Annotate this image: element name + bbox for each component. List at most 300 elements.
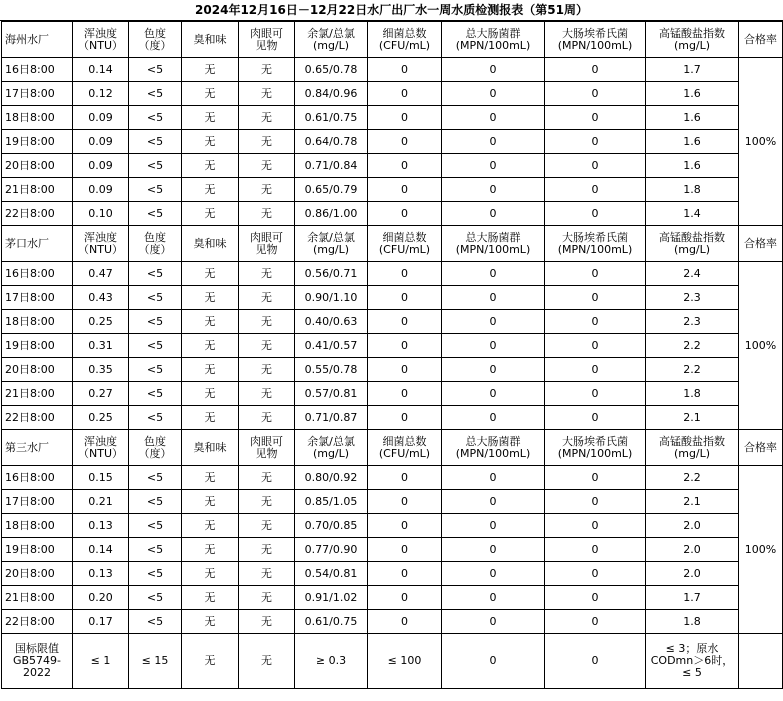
permanganate-cell: 2.4: [646, 262, 739, 286]
coliform-cell: 0: [442, 610, 545, 634]
table-row: [2, 262, 783, 286]
turbidity-header-line: 浑浊度: [84, 230, 117, 244]
odor-cell: 无: [182, 514, 239, 538]
ecoli-cell: 0: [545, 334, 646, 358]
permanganate-header-line: 高锰酸盐指数: [659, 26, 725, 40]
permanganate-header: [646, 430, 739, 466]
bacteria-cell: 0: [368, 262, 442, 286]
visible-header-line: 见物: [255, 242, 278, 256]
visible-cell: 无: [239, 610, 295, 634]
coliform-cell: 0: [442, 538, 545, 562]
coliform-cell: 0: [442, 154, 545, 178]
color-cell: <5: [129, 466, 182, 490]
ecoli-cell: 0: [545, 310, 646, 334]
ecoli-cell: 0: [545, 58, 646, 82]
visible-cell: 无: [239, 58, 295, 82]
table-row: [2, 586, 783, 610]
turbidity-cell: 0.13: [73, 514, 129, 538]
bacteria-header: [368, 22, 442, 58]
visible-cell: 无: [239, 202, 295, 226]
ecoli-cell: 0: [545, 82, 646, 106]
color-cell: <5: [129, 610, 182, 634]
bacteria-header-line: (CFU/mL): [378, 38, 431, 52]
chlorine-header-line: (mg/L): [312, 446, 350, 460]
table-row: [2, 382, 783, 406]
chlorine-cell: 0.77/0.90: [295, 538, 368, 562]
turbidity-cell: 0.17: [73, 610, 129, 634]
color-header-line: 色度: [144, 230, 166, 244]
permanganate-cell: 2.2: [646, 466, 739, 490]
turbidity-cell: 0.09: [73, 154, 129, 178]
color-cell: <5: [129, 562, 182, 586]
bacteria-header-line: 细菌总数: [382, 230, 427, 244]
turbidity-header: [73, 226, 129, 262]
chlorine-cell: 0.61/0.75: [295, 610, 368, 634]
ecoli-cell: 0: [545, 202, 646, 226]
bacteria-cell: 0: [368, 58, 442, 82]
bacteria-header-line: 细菌总数: [382, 434, 427, 448]
turbidity-cell: 0.43: [73, 286, 129, 310]
chlorine-cell: 0.80/0.92: [295, 466, 368, 490]
coliform-cell: 0: [442, 130, 545, 154]
time-cell: 16日8:00: [2, 466, 73, 490]
visible-cell: 无: [239, 82, 295, 106]
visible-cell: 无: [239, 106, 295, 130]
bacteria-cell: 0: [368, 130, 442, 154]
coliform-header: [442, 22, 545, 58]
odor-cell: 无: [182, 538, 239, 562]
coliform-cell: 0: [442, 334, 545, 358]
chlorine-cell: 0.56/0.71: [295, 262, 368, 286]
plant-name: 海州水厂: [2, 22, 73, 58]
ecoli-cell: 0: [545, 610, 646, 634]
chlorine-cell: 0.84/0.96: [295, 82, 368, 106]
visible-header: [239, 226, 295, 262]
visible-header: [239, 22, 295, 58]
coliform-cell: 0: [442, 82, 545, 106]
table-row: [2, 106, 783, 130]
table-row: [2, 514, 783, 538]
coliform-cell: 0: [442, 586, 545, 610]
visible-header-line: 见物: [255, 38, 278, 52]
pass-rate-header: 合格率: [739, 22, 783, 58]
color-cell: <5: [129, 382, 182, 406]
color-cell: <5: [129, 106, 182, 130]
limit-label-line: GB5749-: [12, 654, 62, 667]
visible-cell: 无: [239, 514, 295, 538]
visible-cell: 无: [239, 310, 295, 334]
color-cell: <5: [129, 586, 182, 610]
bacteria-cell: 0: [368, 382, 442, 406]
bacteria-header-line: (CFU/mL): [378, 242, 431, 256]
permanganate-header-line: 高锰酸盐指数: [659, 230, 725, 244]
turbidity-header-line: （NTU）: [78, 446, 123, 460]
header-row: [2, 430, 783, 466]
chlorine-cell: 0.40/0.63: [295, 310, 368, 334]
visible-cell: 无: [239, 490, 295, 514]
time-cell: 21日8:00: [2, 178, 73, 202]
ecoli-limit: 0: [545, 634, 646, 689]
table-row: [2, 490, 783, 514]
ecoli-cell: 0: [545, 406, 646, 430]
visible-cell: 无: [239, 154, 295, 178]
odor-cell: 无: [182, 610, 239, 634]
odor-cell: 无: [182, 310, 239, 334]
visible-cell: 无: [239, 358, 295, 382]
color-cell: <5: [129, 334, 182, 358]
bacteria-limit: ≤ 100: [368, 634, 442, 689]
time-cell: 19日8:00: [2, 334, 73, 358]
visible-cell: 无: [239, 466, 295, 490]
bacteria-cell: 0: [368, 514, 442, 538]
chlorine-cell: 0.71/0.87: [295, 406, 368, 430]
turbidity-cell: 0.25: [73, 406, 129, 430]
ecoli-cell: 0: [545, 586, 646, 610]
odor-cell: 无: [182, 178, 239, 202]
visible-header-line: 肉眼可: [250, 434, 283, 448]
permanganate-cell: 1.6: [646, 130, 739, 154]
table-row: [2, 178, 783, 202]
permanganate-cell: 1.6: [646, 82, 739, 106]
ecoli-header: [545, 22, 646, 58]
ecoli-cell: 0: [545, 490, 646, 514]
coliform-header-line: (MPN/100mL): [455, 242, 531, 256]
permanganate-limit: [646, 634, 739, 689]
visible-cell: 无: [239, 178, 295, 202]
time-cell: 17日8:00: [2, 490, 73, 514]
coliform-header-line: (MPN/100mL): [455, 446, 531, 460]
visible-header-line: 见物: [255, 446, 278, 460]
time-cell: 19日8:00: [2, 130, 73, 154]
odor-cell: 无: [182, 58, 239, 82]
bacteria-cell: 0: [368, 406, 442, 430]
odor-cell: 无: [182, 106, 239, 130]
permanganate-cell: 1.4: [646, 202, 739, 226]
turbidity-cell: 0.09: [73, 178, 129, 202]
ecoli-cell: 0: [545, 262, 646, 286]
water-quality-table: [1, 21, 783, 689]
coliform-header: [442, 226, 545, 262]
time-cell: 20日8:00: [2, 154, 73, 178]
coliform-cell: 0: [442, 466, 545, 490]
turbidity-header: [73, 430, 129, 466]
odor-cell: 无: [182, 130, 239, 154]
odor-header: 臭和味: [182, 430, 239, 466]
table-row: [2, 358, 783, 382]
time-cell: 21日8:00: [2, 586, 73, 610]
ecoli-header-line: 大肠埃希氏菌: [562, 230, 628, 244]
visible-cell: 无: [239, 562, 295, 586]
permanganate-cell: 2.0: [646, 538, 739, 562]
odor-cell: 无: [182, 334, 239, 358]
color-cell: <5: [129, 286, 182, 310]
header-row: [2, 22, 783, 58]
table-row: [2, 286, 783, 310]
turbidity-cell: 0.25: [73, 310, 129, 334]
time-cell: 22日8:00: [2, 406, 73, 430]
turbidity-cell: 0.15: [73, 466, 129, 490]
turbidity-cell: 0.27: [73, 382, 129, 406]
odor-cell: 无: [182, 358, 239, 382]
pass-rate-cell: 100%: [739, 466, 783, 634]
permanganate-cell: 1.7: [646, 58, 739, 82]
bacteria-cell: 0: [368, 286, 442, 310]
color-header: [129, 430, 182, 466]
permanganate-cell: 1.8: [646, 178, 739, 202]
permanganate-limit-line: ≤ 5: [682, 666, 702, 679]
odor-cell: 无: [182, 406, 239, 430]
pass-rate-limit-empty: [739, 634, 783, 689]
bacteria-cell: 0: [368, 154, 442, 178]
visible-cell: 无: [239, 382, 295, 406]
color-header-line: 色度: [144, 434, 166, 448]
turbidity-cell: 0.20: [73, 586, 129, 610]
permanganate-cell: 1.6: [646, 106, 739, 130]
coliform-header-line: (MPN/100mL): [455, 38, 531, 52]
permanganate-cell: 2.1: [646, 490, 739, 514]
permanganate-cell: 2.0: [646, 514, 739, 538]
visible-cell: 无: [239, 406, 295, 430]
turbidity-cell: 0.35: [73, 358, 129, 382]
color-header-line: （度）: [138, 38, 172, 52]
bacteria-header: [368, 430, 442, 466]
color-limit: ≤ 15: [129, 634, 182, 689]
pass-rate-header: 合格率: [739, 226, 783, 262]
chlorine-header-line: (mg/L): [312, 38, 350, 52]
chlorine-cell: 0.41/0.57: [295, 334, 368, 358]
coliform-header-line: 总大肠菌群: [465, 230, 521, 244]
odor-cell: 无: [182, 202, 239, 226]
bacteria-cell: 0: [368, 202, 442, 226]
permanganate-limit-line: CODmn＞6时，: [650, 654, 734, 667]
chlorine-cell: 0.70/0.85: [295, 514, 368, 538]
color-cell: <5: [129, 538, 182, 562]
chlorine-header: [295, 430, 368, 466]
chlorine-cell: 0.65/0.78: [295, 58, 368, 82]
ecoli-cell: 0: [545, 562, 646, 586]
time-cell: 16日8:00: [2, 58, 73, 82]
table-row: [2, 58, 783, 82]
turbidity-cell: 0.09: [73, 106, 129, 130]
permanganate-cell: 2.3: [646, 286, 739, 310]
permanganate-cell: 1.8: [646, 610, 739, 634]
chlorine-cell: 0.64/0.78: [295, 130, 368, 154]
time-cell: 18日8:00: [2, 106, 73, 130]
visible-cell: 无: [239, 586, 295, 610]
ecoli-header: [545, 430, 646, 466]
turbidity-cell: 0.47: [73, 262, 129, 286]
ecoli-header-line: (MPN/100mL): [557, 446, 633, 460]
odor-cell: 无: [182, 82, 239, 106]
table-row: [2, 154, 783, 178]
permanganate-header-line: (mg/L): [673, 446, 711, 460]
visible-limit: 无: [239, 634, 295, 689]
color-cell: <5: [129, 130, 182, 154]
coliform-cell: 0: [442, 106, 545, 130]
pass-rate-cell: 100%: [739, 262, 783, 430]
color-cell: <5: [129, 178, 182, 202]
chlorine-header-line: 余氯/总氯: [307, 26, 355, 40]
chlorine-cell: 0.90/1.10: [295, 286, 368, 310]
color-header-line: （度）: [138, 242, 172, 256]
permanganate-cell: 2.0: [646, 562, 739, 586]
table-row: [2, 310, 783, 334]
ecoli-cell: 0: [545, 382, 646, 406]
table-row: [2, 406, 783, 430]
coliform-cell: 0: [442, 514, 545, 538]
permanganate-cell: 2.1: [646, 406, 739, 430]
time-cell: 21日8:00: [2, 382, 73, 406]
odor-cell: 无: [182, 562, 239, 586]
turbidity-cell: 0.14: [73, 58, 129, 82]
ecoli-cell: 0: [545, 514, 646, 538]
ecoli-cell: 0: [545, 538, 646, 562]
bacteria-cell: 0: [368, 82, 442, 106]
permanganate-header-line: (mg/L): [673, 242, 711, 256]
odor-cell: 无: [182, 466, 239, 490]
bacteria-cell: 0: [368, 538, 442, 562]
permanganate-cell: 2.2: [646, 334, 739, 358]
time-cell: 16日8:00: [2, 262, 73, 286]
coliform-cell: 0: [442, 358, 545, 382]
table-row: [2, 334, 783, 358]
table-row: [2, 466, 783, 490]
bacteria-cell: 0: [368, 334, 442, 358]
time-cell: 17日8:00: [2, 286, 73, 310]
color-cell: <5: [129, 514, 182, 538]
chlorine-cell: 0.57/0.81: [295, 382, 368, 406]
coliform-cell: 0: [442, 490, 545, 514]
coliform-cell: 0: [442, 562, 545, 586]
bacteria-header-line: 细菌总数: [382, 26, 427, 40]
odor-limit: 无: [182, 634, 239, 689]
chlorine-cell: 0.71/0.84: [295, 154, 368, 178]
odor-cell: 无: [182, 154, 239, 178]
ecoli-header-line: 大肠埃希氏菌: [562, 434, 628, 448]
turbidity-cell: 0.12: [73, 82, 129, 106]
coliform-cell: 0: [442, 286, 545, 310]
chlorine-header-line: (mg/L): [312, 242, 350, 256]
permanganate-limit-line: ≤ 3；原水: [665, 642, 719, 655]
permanganate-cell: 1.7: [646, 586, 739, 610]
turbidity-limit: ≤ 1: [73, 634, 129, 689]
turbidity-header-line: （NTU）: [78, 38, 123, 52]
turbidity-header-line: 浑浊度: [84, 26, 117, 40]
visible-cell: 无: [239, 130, 295, 154]
bacteria-header-line: (CFU/mL): [378, 446, 431, 460]
color-cell: <5: [129, 154, 182, 178]
ecoli-header-line: (MPN/100mL): [557, 242, 633, 256]
time-cell: 18日8:00: [2, 514, 73, 538]
color-cell: <5: [129, 82, 182, 106]
color-cell: <5: [129, 358, 182, 382]
permanganate-header: [646, 22, 739, 58]
bacteria-cell: 0: [368, 178, 442, 202]
limit-label-line: 2022: [23, 666, 51, 679]
bacteria-cell: 0: [368, 490, 442, 514]
turbidity-cell: 0.14: [73, 538, 129, 562]
odor-header: 臭和味: [182, 22, 239, 58]
permanganate-cell: 2.3: [646, 310, 739, 334]
chlorine-cell: 0.65/0.79: [295, 178, 368, 202]
header-row: [2, 226, 783, 262]
table-row: [2, 130, 783, 154]
turbidity-header: [73, 22, 129, 58]
color-header-line: （度）: [138, 446, 172, 460]
coliform-cell: 0: [442, 406, 545, 430]
odor-cell: 无: [182, 262, 239, 286]
color-cell: <5: [129, 490, 182, 514]
coliform-cell: 0: [442, 262, 545, 286]
chlorine-cell: 0.54/0.81: [295, 562, 368, 586]
color-cell: <5: [129, 58, 182, 82]
pass-rate-cell: 100%: [739, 58, 783, 226]
color-cell: <5: [129, 406, 182, 430]
coliform-cell: 0: [442, 382, 545, 406]
permanganate-header-line: (mg/L): [673, 38, 711, 52]
plant-name: 茅口水厂: [2, 226, 73, 262]
ecoli-header-line: (MPN/100mL): [557, 38, 633, 52]
odor-cell: 无: [182, 382, 239, 406]
turbidity-cell: 0.21: [73, 490, 129, 514]
bacteria-header: [368, 226, 442, 262]
color-cell: <5: [129, 202, 182, 226]
ecoli-header-line: 大肠埃希氏菌: [562, 26, 628, 40]
time-cell: 22日8:00: [2, 202, 73, 226]
permanganate-cell: 1.8: [646, 382, 739, 406]
chlorine-cell: 0.55/0.78: [295, 358, 368, 382]
turbidity-cell: 0.31: [73, 334, 129, 358]
color-cell: <5: [129, 262, 182, 286]
visible-header-line: 肉眼可: [250, 26, 283, 40]
coliform-cell: 0: [442, 202, 545, 226]
plant-name: 第三水厂: [2, 430, 73, 466]
ecoli-cell: 0: [545, 178, 646, 202]
chlorine-cell: 0.61/0.75: [295, 106, 368, 130]
coliform-cell: 0: [442, 178, 545, 202]
chlorine-limit: ≥ 0.3: [295, 634, 368, 689]
odor-header: 臭和味: [182, 226, 239, 262]
turbidity-cell: 0.13: [73, 562, 129, 586]
chlorine-header-line: 余氯/总氯: [307, 434, 355, 448]
table-row: [2, 562, 783, 586]
chlorine-header: [295, 22, 368, 58]
chlorine-cell: 0.86/1.00: [295, 202, 368, 226]
chlorine-header: [295, 226, 368, 262]
visible-header-line: 肉眼可: [250, 230, 283, 244]
visible-cell: 无: [239, 334, 295, 358]
ecoli-cell: 0: [545, 130, 646, 154]
coliform-cell: 0: [442, 58, 545, 82]
visible-header: [239, 430, 295, 466]
ecoli-header: [545, 226, 646, 262]
pass-rate-header: 合格率: [739, 430, 783, 466]
ecoli-cell: 0: [545, 466, 646, 490]
time-cell: 18日8:00: [2, 310, 73, 334]
chlorine-cell: 0.85/1.05: [295, 490, 368, 514]
coliform-cell: 0: [442, 310, 545, 334]
limit-label: [2, 634, 73, 689]
permanganate-cell: 2.2: [646, 358, 739, 382]
bacteria-cell: 0: [368, 310, 442, 334]
coliform-header-line: 总大肠菌群: [465, 434, 521, 448]
ecoli-cell: 0: [545, 154, 646, 178]
color-header-line: 色度: [144, 26, 166, 40]
time-cell: 20日8:00: [2, 358, 73, 382]
turbidity-cell: 0.10: [73, 202, 129, 226]
time-cell: 17日8:00: [2, 82, 73, 106]
table-row: [2, 538, 783, 562]
